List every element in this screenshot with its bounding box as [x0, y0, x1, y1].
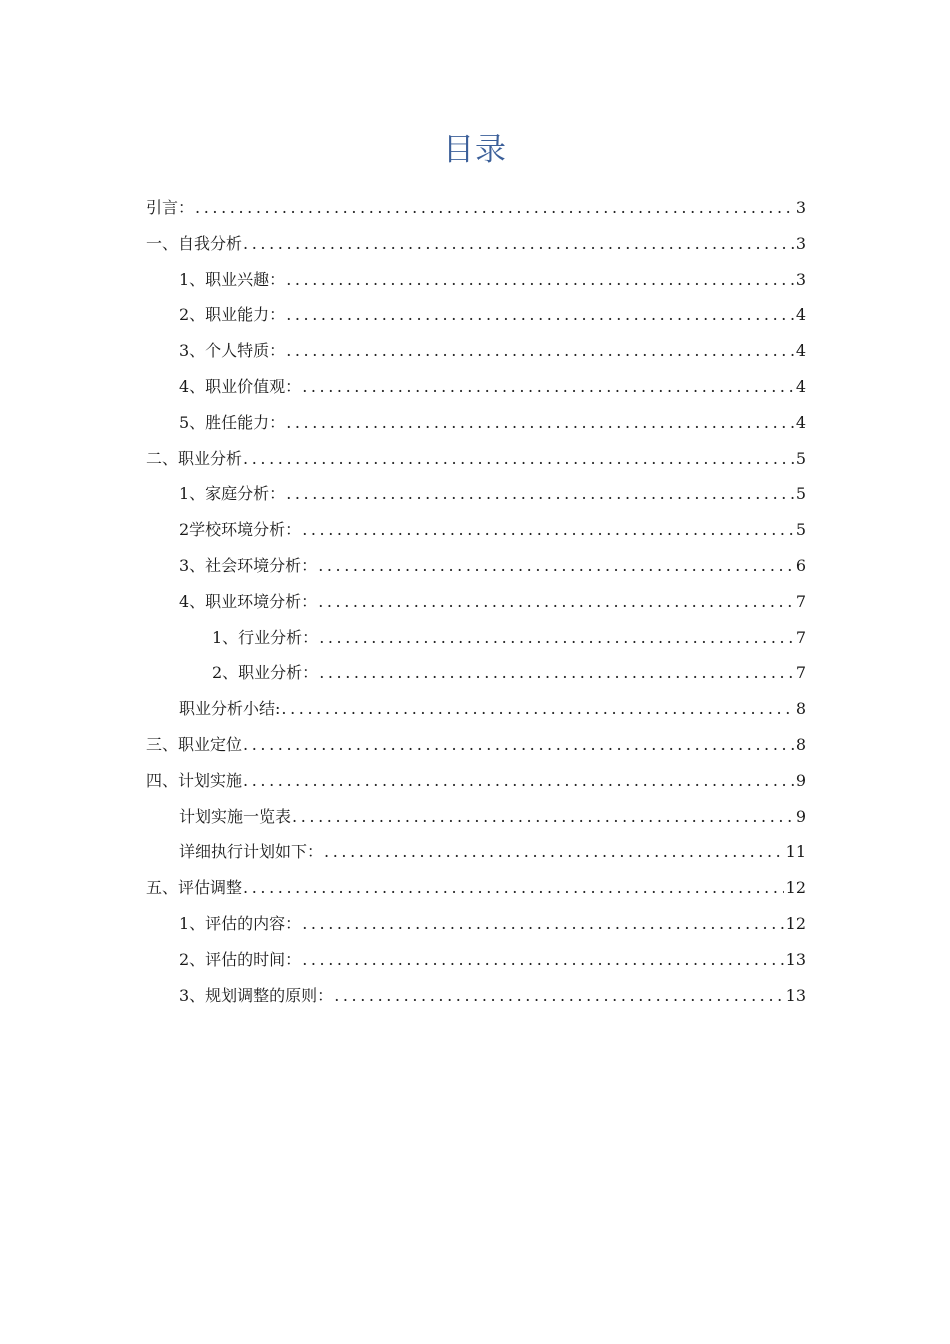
- toc-entry[interactable]: [146, 441, 806, 477]
- toc-entry-page-number: 11: [785, 842, 806, 862]
- toc-entry-page-number: 5: [795, 520, 806, 540]
- toc-entry-page-number: 13: [785, 985, 806, 1005]
- toc-entry-label: 3、规划调整的原则：: [179, 985, 334, 1005]
- toc-entry[interactable]: [146, 476, 806, 512]
- toc-entry-label: 职业分析小结:: [179, 699, 281, 719]
- toc-entry-label: 引言：: [146, 198, 195, 217]
- toc-dot-leader: [318, 584, 794, 620]
- toc-entry-label: 四、计划实施: [146, 770, 243, 790]
- toc-dot-leader: [243, 226, 794, 262]
- toc-entry-page-number: 3: [795, 233, 806, 253]
- toc-entry-label: 1、行业分析：: [212, 627, 319, 647]
- toc-list: [146, 190, 806, 1013]
- toc-dot-leader: [324, 834, 784, 870]
- toc-entry[interactable]: [146, 870, 806, 906]
- toc-entry-page-number: 4: [795, 341, 806, 361]
- toc-entry-label: 一、自我分析: [146, 233, 243, 253]
- toc-entry[interactable]: [146, 763, 806, 799]
- toc-entry[interactable]: [146, 727, 806, 763]
- toc-entry[interactable]: [146, 369, 806, 405]
- toc-entry[interactable]: [146, 190, 806, 226]
- toc-entry[interactable]: [146, 906, 806, 942]
- toc-dot-leader: [195, 190, 794, 226]
- toc-entry[interactable]: [146, 978, 806, 1014]
- toc-entry-label: 2学校环境分析：: [179, 520, 302, 540]
- toc-dot-leader: [302, 906, 783, 942]
- toc-entry-page-number: 3: [795, 269, 806, 289]
- toc-entry-page-number: 5: [795, 448, 806, 468]
- toc-entry-label: 4、职业价值观：: [179, 376, 302, 396]
- toc-entry[interactable]: [146, 548, 806, 584]
- toc-entry-label: 5、胜任能力：: [179, 412, 286, 432]
- toc-entry[interactable]: [146, 405, 806, 441]
- toc-dot-leader: [281, 691, 793, 727]
- toc-entry-label: 三、职业定位: [146, 734, 243, 754]
- toc-entry[interactable]: [146, 226, 806, 262]
- toc-entry[interactable]: [146, 799, 806, 835]
- toc-entry-label: 2、职业分析：: [212, 663, 319, 683]
- toc-entry[interactable]: [146, 834, 806, 870]
- toc-entry[interactable]: [146, 942, 806, 978]
- toc-entry-page-number: 8: [795, 734, 806, 754]
- toc-dot-leader: [302, 369, 794, 405]
- toc-dot-leader: [319, 655, 794, 691]
- toc-dot-leader: [286, 297, 794, 333]
- toc-dot-leader: [334, 978, 783, 1014]
- toc-entry-page-number: 12: [785, 913, 806, 933]
- toc-entry-page-number: 4: [795, 412, 806, 432]
- toc-dot-leader: [292, 799, 794, 835]
- toc-entry[interactable]: [146, 333, 806, 369]
- toc-entry-label: 二、职业分析: [146, 448, 243, 468]
- toc-dot-leader: [243, 441, 794, 477]
- toc-entry-label: 2、评估的时间：: [179, 949, 302, 969]
- toc-entry-label: 1、职业兴趣：: [179, 269, 286, 289]
- toc-entry-page-number: 9: [795, 806, 806, 826]
- toc-entry[interactable]: [146, 297, 806, 333]
- toc-entry-page-number: 7: [795, 591, 806, 611]
- toc-dot-leader: [286, 333, 794, 369]
- toc-entry-label: 2、职业能力：: [179, 305, 286, 325]
- toc-dot-leader: [286, 405, 794, 441]
- toc-dot-leader: [302, 942, 783, 978]
- toc-entry-page-number: 3: [795, 198, 806, 217]
- toc-entry-label: 4、职业环境分析：: [179, 591, 318, 611]
- toc-entry-page-number: 7: [795, 627, 806, 647]
- toc-entry[interactable]: [146, 655, 806, 691]
- toc-entry-page-number: 8: [795, 699, 806, 719]
- toc-dot-leader: [286, 476, 794, 512]
- toc-entry-page-number: 4: [795, 376, 806, 396]
- toc-entry-label: 五、评估调整: [146, 878, 243, 898]
- toc-entry-page-number: 7: [795, 663, 806, 683]
- toc-dot-leader: [243, 727, 794, 763]
- toc-entry[interactable]: [146, 691, 806, 727]
- toc-dot-leader: [243, 870, 784, 906]
- toc-entry[interactable]: [146, 620, 806, 656]
- toc-entry[interactable]: [146, 262, 806, 298]
- toc-dot-leader: [319, 620, 794, 656]
- toc-entry-page-number: 6: [795, 555, 806, 575]
- toc-dot-leader: [318, 548, 794, 584]
- toc-entry-page-number: 9: [795, 770, 806, 790]
- toc-entry-page-number: 13: [785, 949, 806, 969]
- toc-entry-label: 3、社会环境分析：: [179, 555, 318, 575]
- toc-dot-leader: [243, 763, 794, 799]
- toc-entry-label: 1、家庭分析：: [179, 484, 286, 504]
- toc-entry[interactable]: [146, 512, 806, 548]
- toc-entry[interactable]: [146, 584, 806, 620]
- toc-entry-page-number: 12: [785, 878, 806, 898]
- toc-dot-leader: [286, 262, 794, 298]
- toc-entry-label: 1、评估的内容：: [179, 913, 302, 933]
- toc-dot-leader: [302, 512, 794, 548]
- toc-entry-page-number: 5: [795, 484, 806, 504]
- toc-title: 目录: [443, 132, 507, 168]
- toc-entry-label: 计划实施一览表: [179, 806, 292, 826]
- toc-entry-page-number: 4: [795, 305, 806, 325]
- toc-entry-label: 3、个人特质：: [179, 341, 286, 361]
- toc-entry-label: 详细执行计划如下：: [179, 842, 324, 862]
